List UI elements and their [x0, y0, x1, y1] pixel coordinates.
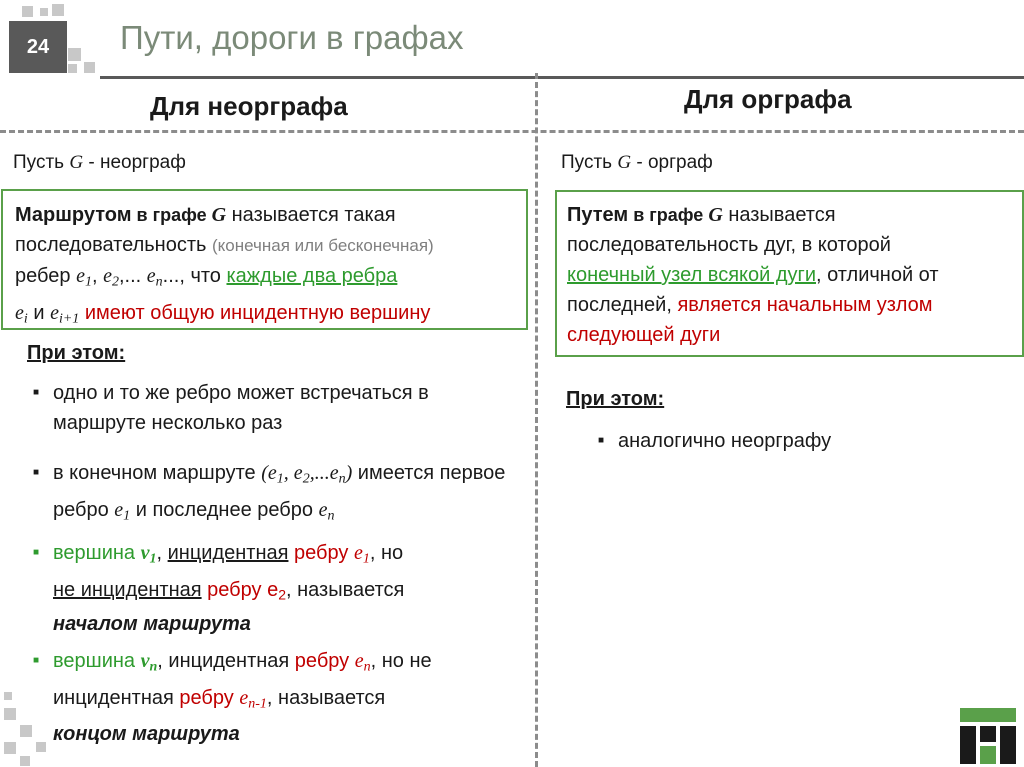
- decor-square: [4, 742, 16, 754]
- decor-square: [20, 725, 32, 737]
- right-note-heading: При этом:: [566, 388, 665, 410]
- definition-term: Маршрутом: [15, 204, 132, 226]
- list-item: ■ в конечном маршруте ($e_1$, $e_2,...e_n$) имеется первое ребро $e_1$ и последнее ребро $e_n$: [53, 458, 523, 531]
- slide-number: 24: [26, 35, 50, 58]
- decor-square: [52, 4, 64, 16]
- right-let-statement: Пусть G - орграф: [561, 152, 713, 173]
- decor-square: [4, 692, 12, 700]
- column-divider: [535, 73, 538, 767]
- list-item: ■ вершина $v_1$, инцидентная ребру $e_1$, но не инцидентная ребру $e_2$, называется началом маршрута: [53, 538, 523, 639]
- left-note-heading: При этом:: [27, 342, 126, 364]
- title-rule: [100, 76, 1024, 79]
- decor-square: [22, 6, 33, 17]
- right-column-header: Для орграфа: [684, 84, 852, 114]
- bullet-square-icon: ■: [33, 387, 40, 398]
- header-divider: [0, 130, 1024, 133]
- left-definition-box: Маршрутом в графе G называется такая последовательность (конечная или бесконечная) ребер $e_1$, $e_2$,... $e_n$..., что каждые два ребра $e_i$ и $e_{i+1}$ имеют общую инцидентную вершину: [1, 189, 528, 330]
- bullet-square-icon: ■: [33, 547, 40, 558]
- slide-title: Пути, дороги в графах: [120, 19, 464, 56]
- list-item: ■ вершина $v_n$, инцидентная ребру $e_n$, но не инцидентная ребру $e_{n-1}$, называется концом маршрута: [53, 646, 523, 749]
- decor-square: [36, 742, 46, 752]
- list-item: ■ одно и то же ребро может встречаться в маршруте несколько раз: [53, 378, 523, 438]
- bullet-square-icon: ■: [33, 655, 40, 666]
- decor-square: [68, 48, 81, 61]
- decor-square: [4, 708, 16, 720]
- bullet-square-icon: ■: [598, 435, 605, 446]
- definition-term: Путем: [567, 204, 629, 226]
- list-item: ■ аналогично неорграфу: [618, 426, 998, 456]
- decor-square: [40, 8, 48, 16]
- right-definition-box: Путем в графе G называется последовательность дуг, в которой конечный узел всякой дуги, отличной от последней, является начальным узлом следующей дуги: [555, 190, 1024, 357]
- decor-square: [68, 64, 77, 73]
- bullet-square-icon: ■: [33, 467, 40, 478]
- decor-square: [20, 756, 30, 766]
- decor-square: [84, 62, 95, 73]
- left-column-header: Для неорграфа: [150, 91, 348, 121]
- left-let-statement: Пусть G - неорграф: [13, 152, 186, 173]
- grid-logo-icon: [958, 704, 1018, 766]
